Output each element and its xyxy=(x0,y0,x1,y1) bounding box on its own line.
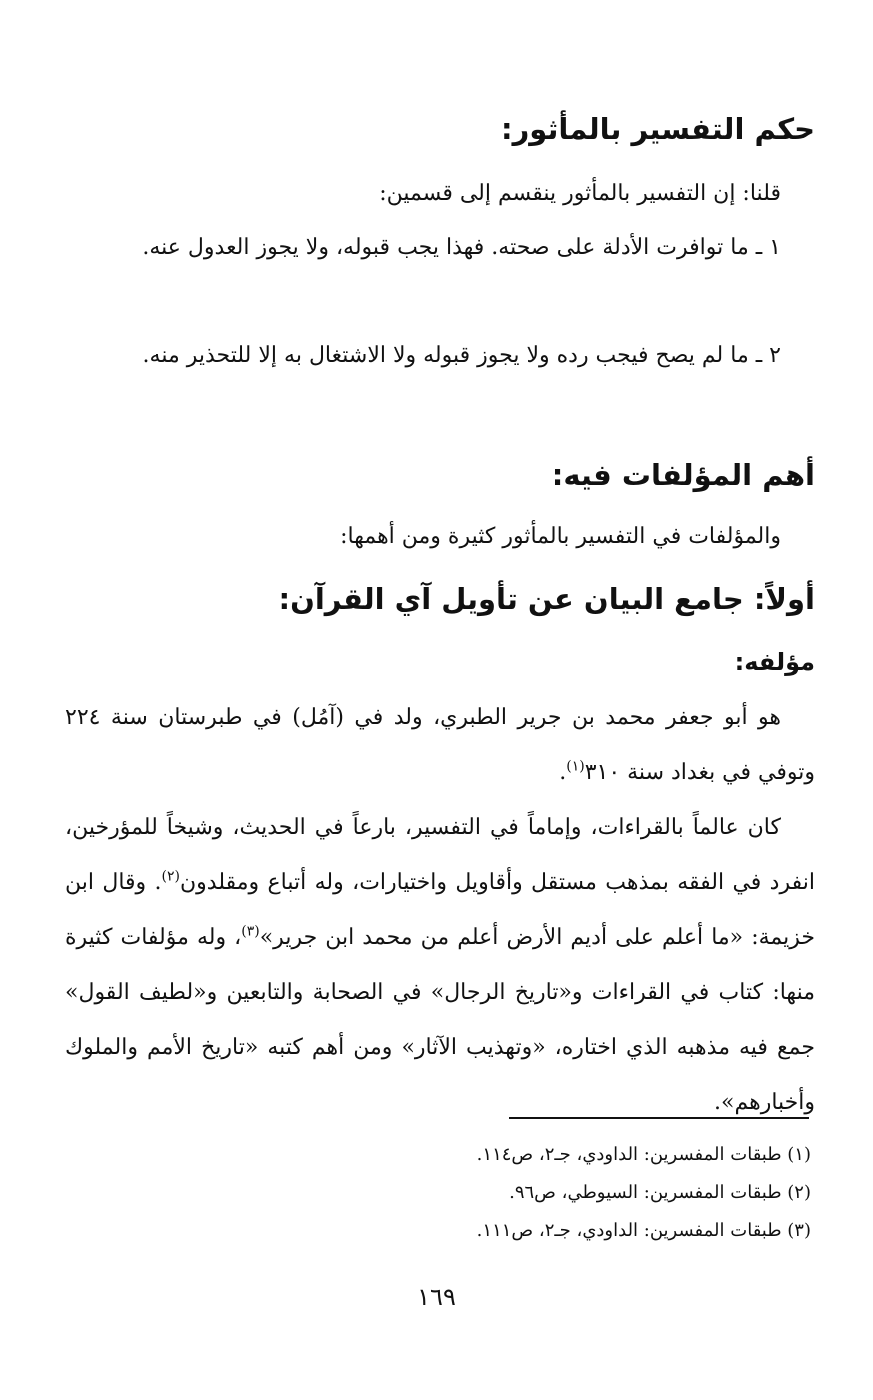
bio-text: هو أبو جعفر محمد بن جرير الطبري، ولد في (آمُل) في طبرستان سنة ٢٢٤ وتوفي في بغداد سنة ٣١٠ xyxy=(65,705,815,785)
bio-end: . xyxy=(559,760,567,785)
bio-paragraph xyxy=(65,690,815,800)
works-intro-paragraph: والمؤلفات في التفسير بالمأثور كثيرة ومن أهمها: xyxy=(340,524,781,549)
footnotes xyxy=(71,1136,811,1250)
footnote-marker-1: (١) xyxy=(566,758,585,775)
heading-ruling: حكم التفسير بالمأثور: xyxy=(501,112,815,146)
footnote-marker-3: (٣) xyxy=(241,923,260,940)
list-item-2: ٢ ـ ما لم يصح فيجب رده ولا يجوز قبوله ولا الاشتغال به إلا للتحذير منه. xyxy=(142,343,781,368)
intro-paragraph: قلنا: إن التفسير بالمأثور ينقسم إلى قسمين: xyxy=(379,181,781,206)
page-number: ١٦٩ xyxy=(417,1283,456,1311)
description-part-1: كان عالماً بالقراءات، وإماماً في التفسير، بارعاً في الحديث، وشيخاً للمؤرخين، انفرد في الفقه بمذهب مستقل وأقاويل واختيارات، وله أتباع ومقلدون xyxy=(65,815,815,895)
footnote-marker-2: (٢) xyxy=(161,868,181,885)
heading-first-work: أولاً: جامع البيان عن تأويل آي القرآن: xyxy=(278,582,815,616)
description-paragraph xyxy=(65,800,815,1130)
heading-works: أهم المؤلفات فيه: xyxy=(551,458,815,492)
footnote-1: (١) طبقات المفسرين: الداودي، جـ٢، ص١١٤. xyxy=(476,1144,811,1165)
description-part-3: ، وله مؤلفات كثيرة منها: كتاب في القراءات و«تاريخ الرجال» في الصحابة والتابعين و«لطيف القول» جمع فيه مذهبه الذي اختاره، «وتهذيب الآثار» ومن أهم كتبه «تاريخ الأمم والملوك وأخبارهم». xyxy=(65,925,815,1115)
footnote-3: (٣) طبقات المفسرين: الداودي، جـ٢، ص١١١. xyxy=(476,1220,811,1241)
description-part-2: . وقال ابن خزيمة: «ما أعلم على أديم الأرض أعلم من محمد ابن جرير» xyxy=(65,870,815,950)
heading-author: مؤلفه: xyxy=(734,648,815,676)
list-item-1: ١ ـ ما توافرت الأدلة على صحته. فهذا يجب قبوله، ولا يجوز العدول عنه. xyxy=(142,235,781,260)
footnote-divider xyxy=(509,1117,809,1119)
footnote-2: (٢) طبقات المفسرين: السيوطي، ص٩٦. xyxy=(509,1182,811,1203)
